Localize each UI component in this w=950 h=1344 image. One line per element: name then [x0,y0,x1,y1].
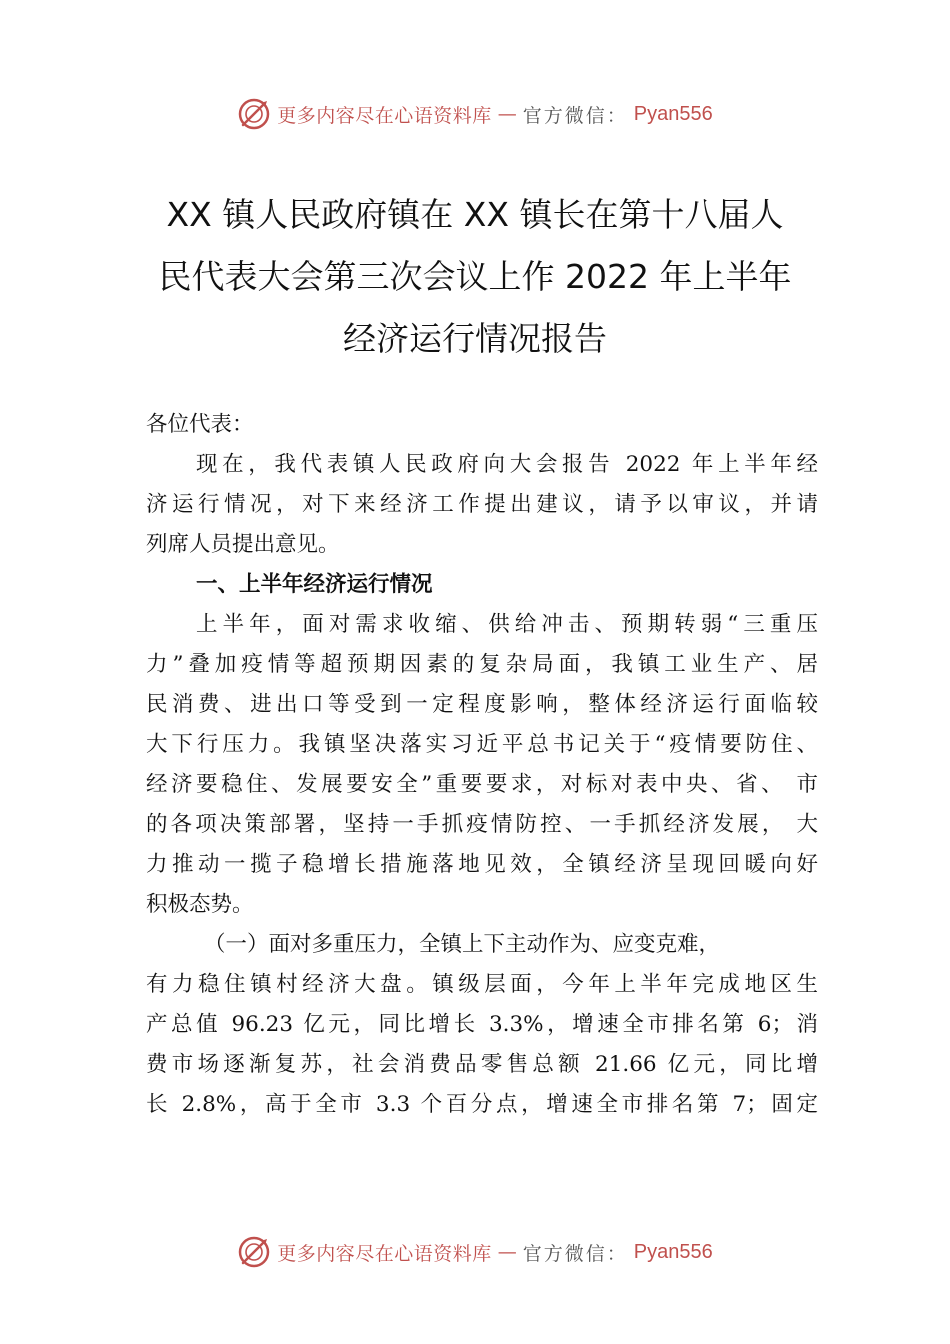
body-line: 力”叠加疫情等超预期因素的复杂局面，我镇工业生产、居 [146,652,818,677]
banner-brand-text: 更多内容尽在心语资料库 [277,104,492,127]
body-line: 的各项决策部署，坚持一手抓疫情防控、一手抓经济发展， 大 [146,812,818,837]
banner-separator: — [497,103,517,125]
body-line: 经济要稳住、发展要安全”重要要求，对标对表中央、省、 市 [146,772,818,797]
title-line: 民代表大会第三次会议上作 2022 年上半年 [158,257,792,296]
salutation: 各位代表： [146,412,254,437]
document-title [130,184,820,370]
body-line: 产总值 96.23 亿元，同比增长 3.3%，增速全市排名第 6；消 [146,1012,818,1037]
banner-account: Pyan556 [633,102,713,125]
body-line: 上半年，面对需求收缩、供给冲击、预期转弱“三重压 [196,612,818,637]
section-heading: 一、上半年经济运行情况 [196,572,433,597]
body-line: 有力稳住镇村经济大盘。镇级层面，今年上半年完成地区生 [146,972,818,997]
body-line: 民消费、进出口等受到一定程度影响，整体经济运行面临较 [146,692,818,717]
title-line: XX 镇人民政府镇在 XX 镇长在第十八届人 [166,195,784,234]
brand-logo-icon [237,97,271,131]
body-line: 费市场逐渐复苏，社会消费品零售总额 21.66 亿元，同比增 [146,1052,818,1077]
banner-brand-text: 更多内容尽在心语资料库 [277,1242,492,1265]
document-body [146,405,818,1125]
footer-banner [0,1232,950,1272]
title-line: 经济运行情况报告 [343,319,607,358]
body-line: 济运行情况，对下来经济工作提出建议，请予以审议，并请 [146,492,818,517]
body-line: 现在，我代表镇人民政府向大会报告 2022 年上半年经 [196,452,818,477]
banner-label: 官方微信： [522,104,628,127]
body-line: 列席人员提出意见。 [146,532,340,557]
subsection-heading: （一）面对多重压力，全镇上下主动作为、应变克难， [204,932,721,957]
header-banner [0,94,950,134]
banner-label: 官方微信： [522,1242,628,1265]
body-line: 长 2.8%，高于全市 3.3 个百分点，增速全市排名第 7；固定 [146,1092,818,1117]
body-line: 力推动一揽子稳增长措施落地见效，全镇经济呈现回暖向好 [146,852,818,877]
body-line: 大下行压力。我镇坚决落实习近平总书记关于“疫情要防住、 [146,732,818,757]
banner-separator: — [497,1241,517,1263]
banner-account: Pyan556 [633,1240,713,1263]
body-line: 积极态势。 [146,892,254,917]
brand-logo-icon [237,1235,271,1269]
